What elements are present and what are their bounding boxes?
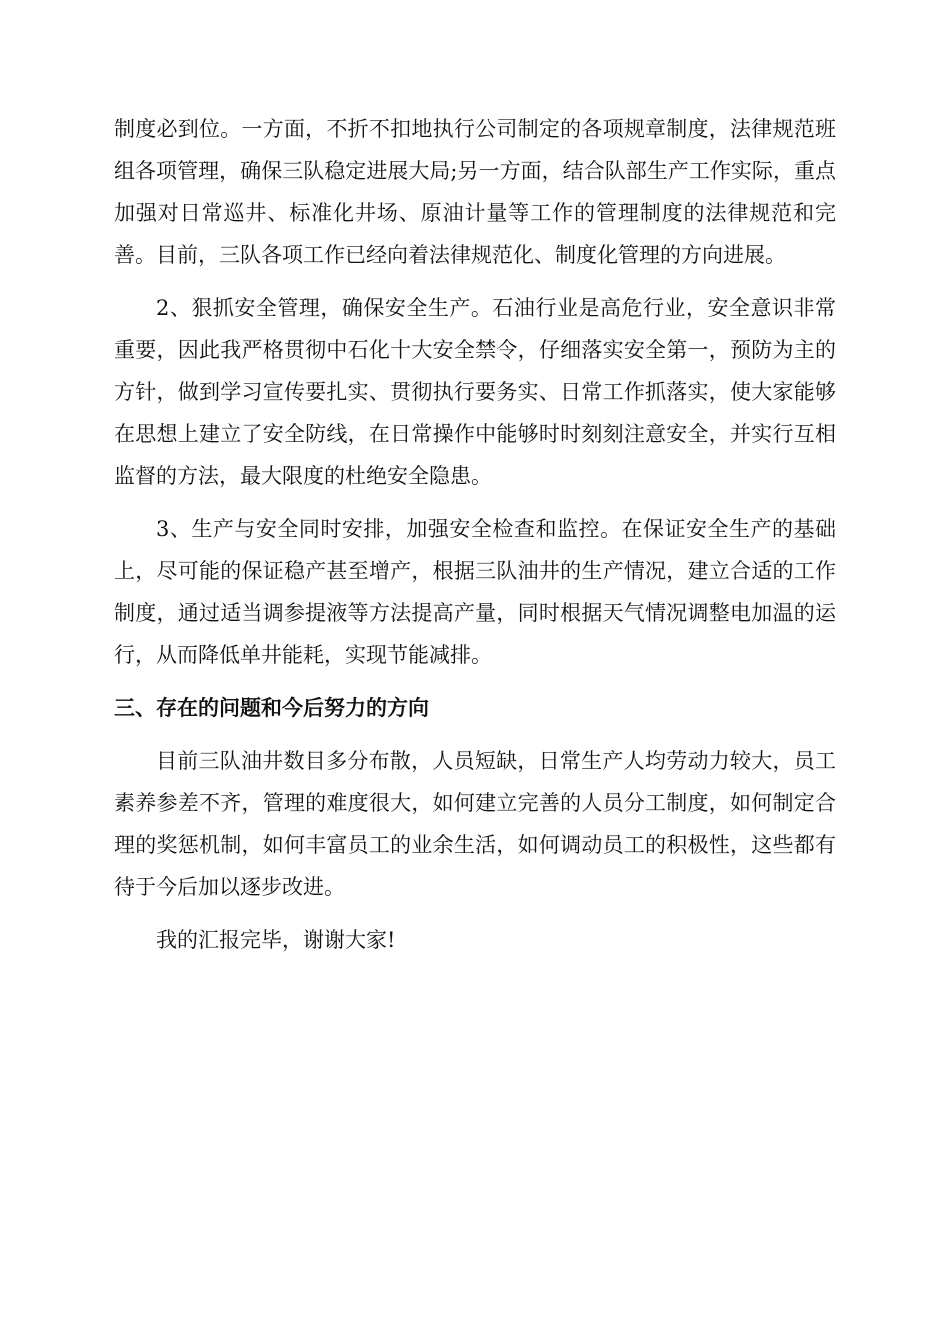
paragraph-production-safety: 3、生产与安全同时安排，加强安全检查和监控。在保证安全生产的基础上，尽可能的保证稳产甚至增产，根据三队油井的生产情况，建立合适的工作制度，通过适当调参提液等方法提高产量，同时根据天气情况调整电加温的运行，从而降低单井能耗，实现节能减排。 bbox=[114, 517, 836, 667]
paragraph-problems: 目前三队油井数目多分布散，人员短缺，日常生产人均劳动力较大，员工素养参差不齐，管理的难度很大，如何建立完善的人员分工制度，如何制定合理的奖惩机制，如何丰富员工的业余生活，如何调动员工的积极性，这些都有待于今后加以逐步改进。 bbox=[114, 749, 836, 899]
document-body bbox=[114, 108, 836, 972]
paragraph-closing: 我的汇报完毕，谢谢大家! bbox=[156, 928, 396, 952]
section-heading-problems: 三、存在的问题和今后努力的方向 bbox=[114, 696, 429, 720]
paragraph-management-system: 制度必到位。一方面，不折不扣地执行公司制定的各项规章制度，法律规范班组各项管理，确保三队稳定进展大局;另一方面，结合队部生产工作实际，重点加强对日常巡井、标准化井场、原油计量等工作的管理制度的法律规范和完善。目前，三队各项工作已经向着法律规范化、制度化管理的方向进展。 bbox=[114, 117, 836, 267]
paragraph-safety-management: 2、狠抓安全管理，确保安全生产。石油行业是高危行业，安全意识非常重要，因此我严格贯彻中石化十大安全禁令，仔细落实安全第一，预防为主的方针，做到学习宣传要扎实、贯彻执行要务实、日常工作抓落实，使大家能够在思想上建立了安全防线，在日常操作中能够时时刻刻注意安全，并实行互相监督的方法，最大限度的杜绝安全隐患。 bbox=[114, 296, 836, 488]
